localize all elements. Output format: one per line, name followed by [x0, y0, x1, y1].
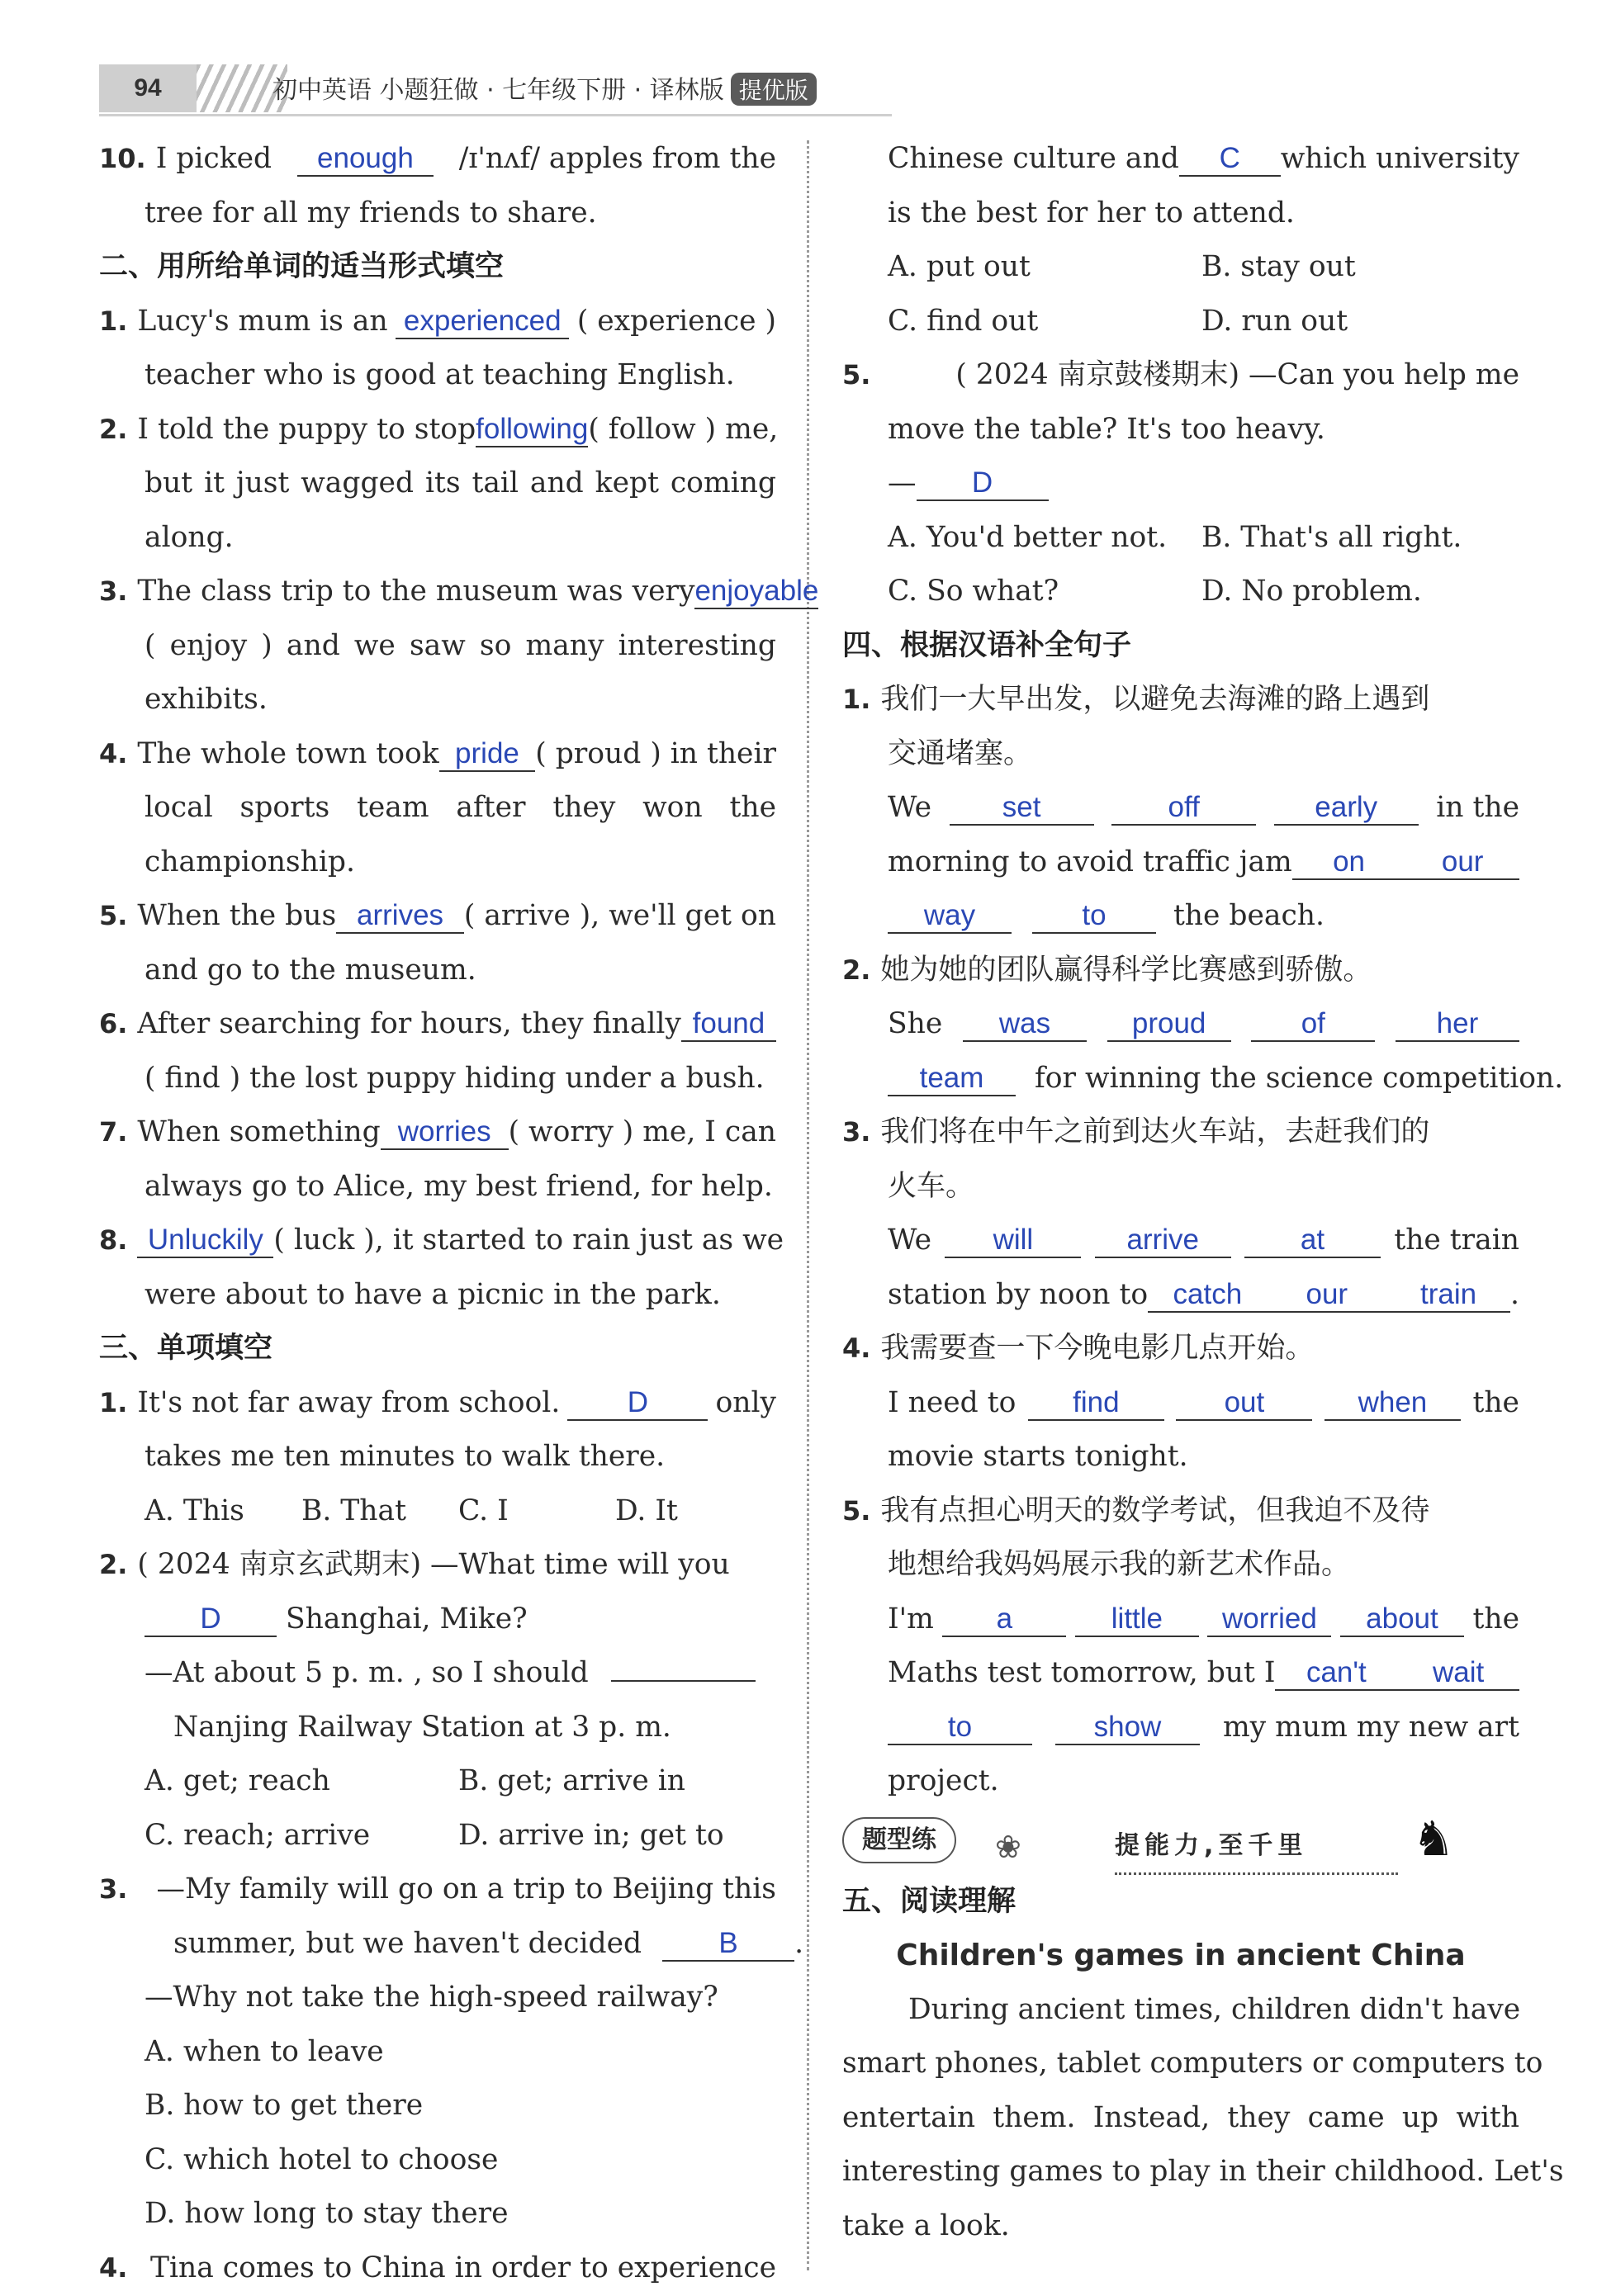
answer-blank[interactable]: way — [888, 899, 1012, 934]
answer-blank[interactable]: worries — [381, 1115, 509, 1150]
options-row — [99, 1809, 776, 1863]
reading-line: smart phones, tablet computers or computers to — [842, 2047, 1543, 2080]
sentence-text: the — [1472, 1602, 1519, 1636]
section-title: 三、单项填空 — [99, 1332, 273, 1365]
question-line — [842, 1322, 1519, 1376]
question-text: ( follow ) me, — [588, 412, 779, 446]
question-text: —Why not take the high-speed railway? — [145, 1981, 718, 2014]
question-number: 3. — [99, 1873, 128, 1905]
question-line — [842, 457, 1519, 511]
question-number: 10. — [99, 143, 146, 174]
answer-blank[interactable]: enough — [297, 142, 434, 177]
answer-blank[interactable]: found — [681, 1007, 776, 1042]
book-title — [272, 69, 817, 106]
question-text: Lucy's mum is an — [137, 304, 388, 338]
question-text: I picked — [155, 142, 272, 175]
section-title: 四、根据汉语补全句子 — [842, 628, 1132, 662]
section-title: 二、用所给单词的适当形式填空 — [99, 250, 505, 283]
question-text: local sports team after they won the — [145, 791, 776, 824]
question-text: ( luck ), it started to rain just as we — [273, 1224, 784, 1257]
question-text: but it just wagged its tail and kept coming — [145, 466, 776, 499]
option-b[interactable]: B. stay out — [1201, 250, 1356, 283]
question-text: When the bus — [137, 899, 337, 932]
option-d[interactable]: D. how long to stay there — [145, 2197, 509, 2230]
question-number: 4. — [99, 737, 128, 769]
answer-blank[interactable]: arrives — [336, 899, 464, 934]
question-text: After searching for hours, they finally — [137, 1007, 681, 1040]
option-a[interactable]: A. put out — [888, 250, 1031, 283]
question-number: 8. — [99, 1224, 128, 1256]
reading-line: interesting games to play in their childhood. Let's — [842, 2155, 1564, 2188]
answer-blank[interactable]: D — [917, 466, 1049, 501]
practice-banner — [842, 1809, 1519, 1875]
sentence-text: the — [1472, 1385, 1519, 1419]
option-d[interactable]: D. arrive in; get to — [458, 1818, 724, 1852]
sentence-text: I need to — [888, 1385, 1016, 1419]
edition-badge: 提优版 — [731, 73, 817, 106]
chinese-prompt: 我需要查一下今晚电影几点开始。 — [880, 1332, 1315, 1365]
answer-blank[interactable]: of — [1251, 1007, 1375, 1042]
chinese-prompt: 她为她的团队赢得科学比赛感到骄傲。 — [880, 953, 1372, 987]
question-line — [99, 1538, 776, 1593]
option-b[interactable]: B. That — [301, 1494, 406, 1527]
question-line — [99, 295, 776, 349]
sentence-text: the beach. — [1173, 899, 1325, 932]
reading-line: entertain them. Instead, they came up with — [842, 2100, 1519, 2134]
answer-line — [842, 1268, 1519, 1323]
chinese-prompt: 交通堵塞。 — [888, 736, 1033, 770]
question-number: 2. — [99, 1549, 128, 1580]
answer-blank[interactable]: on — [1292, 845, 1406, 880]
question-text: It's not far away from school. — [137, 1385, 561, 1419]
question-text: and go to the museum. — [145, 953, 476, 987]
question-text: ( worry ) me, I can — [508, 1115, 776, 1148]
question-number: 4. — [99, 2251, 128, 2284]
reading-line: During ancient times, children didn't have — [908, 1992, 1521, 2026]
answer-blank[interactable]: following — [476, 413, 588, 447]
question-line — [99, 1593, 776, 1647]
answer-line — [842, 836, 1519, 890]
sentence-text: She — [888, 1007, 943, 1040]
question-text: Nanjing Railway Station at 3 p. m. — [173, 1710, 671, 1744]
sentence-text: station by noon to — [888, 1277, 1149, 1311]
option-d[interactable]: D. No problem. — [1201, 575, 1422, 608]
question-line — [99, 727, 776, 782]
page-number: 94 — [99, 64, 197, 112]
option-a[interactable]: A. You'd better not. — [888, 520, 1168, 554]
answer-blank[interactable]: set — [950, 791, 1094, 826]
answer-blank[interactable]: show — [1055, 1711, 1200, 1745]
answer-line — [842, 889, 1519, 944]
answer-blank[interactable]: B — [662, 1927, 794, 1962]
answer-blank[interactable]: can't — [1275, 1656, 1397, 1691]
answer-blank[interactable]: wait — [1397, 1656, 1519, 1691]
answer-blank[interactable]: C — [1179, 142, 1281, 177]
question-line — [99, 1376, 776, 1431]
question-line — [99, 403, 779, 457]
page-header — [99, 64, 892, 116]
answer-line — [842, 1052, 1564, 1106]
answer-blank[interactable]: find — [1028, 1386, 1164, 1421]
question-text: takes me ten minutes to walk there. — [145, 1440, 666, 1473]
answer-line — [842, 997, 1519, 1052]
reading-title: Children's games in ancient China — [896, 1939, 1466, 1972]
option-b[interactable]: B. get; arrive in — [458, 1764, 685, 1797]
answer-blank[interactable]: arrive — [1095, 1224, 1231, 1258]
question-text: move the table? It's too heavy. — [888, 412, 1325, 446]
question-text: summer, but we haven't decided — [173, 1926, 642, 1960]
answer-blank[interactable]: to — [1032, 899, 1156, 934]
question-text: The class trip to the museum was very — [137, 575, 695, 608]
option-a[interactable]: A. when to leave — [145, 2034, 384, 2068]
answer-line — [842, 1646, 1519, 1701]
question-text: which university — [1280, 142, 1519, 175]
question-text: Chinese culture and — [888, 142, 1179, 175]
question-line — [99, 132, 776, 187]
answer-blank[interactable]: will — [945, 1224, 1081, 1258]
option-c[interactable]: C. So what? — [888, 575, 1059, 608]
option-d[interactable]: D. It — [615, 1494, 678, 1527]
answer-line — [842, 1376, 1519, 1431]
question-text: The whole town took — [137, 736, 439, 770]
question-text: . — [794, 1926, 804, 1960]
sentence-text: Maths test tomorrow, but I — [888, 1656, 1276, 1689]
question-line — [842, 673, 1519, 727]
question-text: is the best for her to attend. — [888, 196, 1295, 230]
chinese-prompt: 我们一大早出发，以避免去海滩的路上遇到 — [880, 683, 1430, 716]
question-text: along. — [145, 520, 234, 554]
question-text: I told the puppy to stop — [137, 412, 476, 446]
answer-line — [842, 1214, 1519, 1268]
question-text: ( experience ) — [576, 304, 776, 338]
sentence-text: . — [1510, 1277, 1519, 1311]
question-line — [99, 1917, 804, 1972]
answer-blank[interactable]: her — [1396, 1007, 1519, 1042]
question-text: only — [715, 1385, 776, 1419]
question-line — [842, 1105, 1519, 1160]
question-text: exhibits. — [145, 683, 268, 716]
answer-blank[interactable]: train — [1386, 1278, 1510, 1313]
question-number: 1. — [99, 1386, 128, 1418]
header-rule — [99, 114, 892, 116]
question-line — [842, 348, 1519, 403]
question-text: always go to Alice, my best friend, for help. — [145, 1169, 773, 1203]
option-c[interactable]: C. which hotel to choose — [145, 2142, 499, 2176]
question-text: ( 2024 南京鼓楼期末) —Can you help me — [955, 358, 1519, 391]
question-text: ( find ) the lost puppy hiding under a bush. — [145, 1061, 765, 1095]
question-number: 1. — [99, 305, 128, 337]
right-column — [842, 132, 1564, 2253]
answer-blank[interactable]: early — [1274, 791, 1419, 826]
sentence-text: We — [888, 1224, 932, 1257]
question-line — [99, 1105, 776, 1160]
option-b[interactable]: B. how to get there — [145, 2089, 424, 2122]
question-number: 7. — [99, 1116, 128, 1148]
chinese-prompt: 火车。 — [888, 1169, 975, 1203]
options-row — [842, 511, 1519, 566]
answer-blank[interactable]: when — [1325, 1386, 1461, 1421]
question-text: ( enjoy ) and we saw so many interesting — [145, 628, 776, 662]
option-b[interactable]: B. That's all right. — [1201, 520, 1462, 554]
sentence-text: my mum my new art — [1222, 1710, 1519, 1744]
question-text: ( arrive ), we'll get on — [463, 899, 776, 932]
answer-line — [842, 1701, 1519, 1755]
question-text: were about to have a picnic in the park. — [145, 1277, 721, 1311]
question-line — [99, 889, 776, 944]
answer-line — [842, 1593, 1519, 1647]
answer-blank[interactable]: a — [942, 1602, 1066, 1637]
answer-blank[interactable]: Unluckily — [137, 1224, 273, 1258]
question-line — [99, 1863, 776, 1917]
options-row — [99, 1754, 776, 1809]
question-line — [842, 132, 1519, 187]
column-divider — [807, 140, 809, 2270]
question-text: championship. — [145, 845, 355, 878]
question-line — [99, 2242, 776, 2296]
question-number: 2. — [842, 954, 871, 986]
sentence-text: movie starts tonight. — [888, 1440, 1188, 1473]
sentence-text: the train — [1394, 1224, 1519, 1257]
question-text: ( 2024 南京玄武期末) —What time will you — [137, 1548, 730, 1581]
chinese-prompt: 我有点担心明天的数学考试，但我迫不及待 — [880, 1494, 1430, 1527]
answer-blank[interactable]: team — [888, 1062, 1016, 1096]
answer-blank[interactable]: out — [1176, 1386, 1312, 1421]
answer-blank[interactable]: worried — [1207, 1602, 1331, 1637]
reading-line: take a look. — [842, 2208, 1010, 2242]
answer-blank[interactable]: our — [1268, 1278, 1386, 1313]
question-text: Shanghai, Mike? — [285, 1602, 528, 1636]
option-c[interactable]: C. find out — [888, 304, 1039, 338]
question-text: ( proud ) in their — [535, 736, 776, 770]
option-c[interactable]: C. reach; arrive — [145, 1818, 371, 1852]
option-a[interactable]: A. This — [145, 1494, 244, 1527]
question-text: When something — [137, 1115, 381, 1148]
option-a[interactable]: A. get; reach — [145, 1764, 330, 1797]
question-line — [99, 1646, 776, 1701]
sentence-text: I'm — [888, 1602, 934, 1636]
answer-blank[interactable]: catch — [1148, 1278, 1267, 1313]
question-text: tree for all my friends to share. — [145, 196, 597, 230]
sentence-text: project. — [888, 1764, 999, 1797]
sentence-text: morning to avoid traffic jam — [888, 845, 1292, 878]
answer-blank[interactable]: D — [145, 1602, 277, 1637]
question-text: Tina comes to China in order to experience — [149, 2251, 776, 2284]
answer-blank[interactable]: proud — [1107, 1007, 1231, 1042]
answer-line — [842, 781, 1519, 836]
answer-blank[interactable]: off — [1111, 791, 1256, 826]
question-number: 6. — [99, 1008, 128, 1039]
answer-blank[interactable]: about — [1340, 1602, 1464, 1637]
horse-icon: ♞ — [1412, 1810, 1455, 1867]
options-row — [99, 1484, 776, 1539]
sentence-text: for winning the science competition. — [1034, 1061, 1564, 1095]
question-line — [842, 944, 1519, 998]
option-d[interactable]: D. run out — [1201, 304, 1348, 338]
options-row — [842, 295, 1519, 349]
question-number: 5. — [842, 1494, 871, 1527]
question-number: 3. — [99, 575, 128, 607]
answer-blank[interactable]: at — [1244, 1224, 1381, 1258]
question-line — [842, 1484, 1519, 1539]
banner-slogan: 提能力,至千里 — [1115, 1819, 1398, 1876]
options-row — [842, 565, 1519, 619]
question-text: —My family will go on a trip to Beijing this — [156, 1872, 776, 1905]
question-number: 5. — [99, 900, 128, 931]
option-c[interactable]: C. I — [458, 1494, 509, 1527]
answer-blank[interactable]: was — [963, 1007, 1087, 1042]
sentence-text: We — [888, 791, 932, 824]
question-text: teacher who is good at teaching English. — [145, 358, 735, 391]
answer-blank[interactable]: pride — [439, 737, 536, 772]
practice-tag: 题型练 — [842, 1817, 956, 1863]
question-number: 2. — [99, 413, 128, 445]
question-text: /ɪ'nʌf/ apples from the — [458, 142, 776, 175]
question-number: 5. — [842, 359, 871, 391]
answer-blank[interactable] — [611, 1680, 756, 1682]
answer-blank[interactable]: enjoyable — [694, 575, 818, 609]
question-line — [99, 997, 776, 1052]
answer-blank[interactable]: D — [567, 1386, 708, 1421]
sentence-text: in the — [1436, 791, 1519, 824]
question-text: —At about 5 p. m. , so I should — [145, 1656, 589, 1689]
options-row — [842, 240, 1519, 295]
answer-blank[interactable]: our — [1405, 845, 1519, 880]
answer-blank[interactable]: to — [888, 1711, 1032, 1745]
left-column — [99, 132, 819, 2295]
answer-blank[interactable]: little — [1075, 1602, 1199, 1637]
question-number: 3. — [842, 1116, 871, 1148]
question-text: — — [888, 466, 917, 499]
section-title: 五、阅读理解 — [842, 1884, 1016, 1918]
question-number: 4. — [842, 1333, 871, 1364]
question-line — [99, 565, 819, 619]
chinese-prompt: 我们将在中午之前到达火车站，去赶我们的 — [880, 1115, 1430, 1148]
chinese-prompt: 地想给我妈妈展示我的新艺术作品。 — [888, 1548, 1351, 1581]
question-line — [99, 1214, 784, 1268]
flower-icon: ❀ — [995, 1828, 1021, 1865]
book-title-text: 初中英语 小题狂做 · 七年级下册 · 译林版 — [272, 76, 724, 105]
question-number: 1. — [842, 684, 871, 715]
answer-blank[interactable]: experienced — [396, 305, 569, 339]
